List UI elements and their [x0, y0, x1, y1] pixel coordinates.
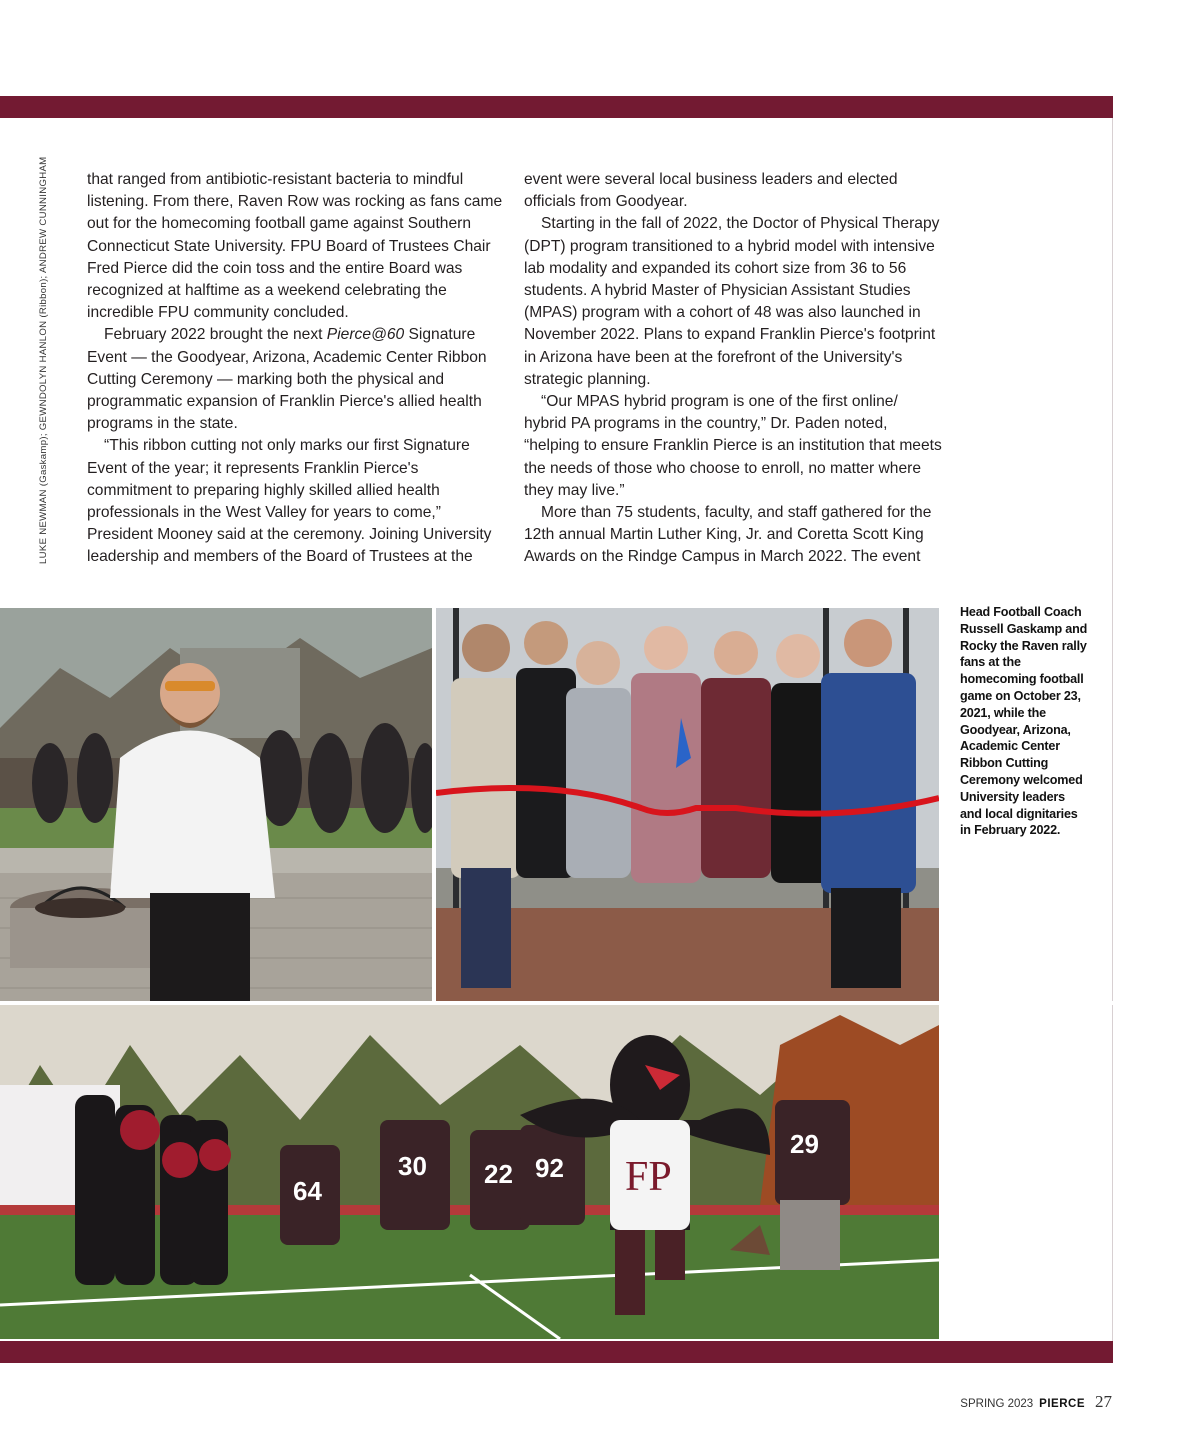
paragraph: “Our MPAS hybrid program is one of the first online/ hybrid PA programs in the country,” Dr. Paden noted, “helping to ensure Franklin Pierce is an institution that meets the needs of those who choose to enroll, no matter where they may live.”	[524, 393, 942, 499]
right-border-rule-lower	[1112, 1005, 1113, 1341]
paragraph: More than 75 students, faculty, and staff gathered for the 12th annual Martin Luther King, Jr. and Coretta Scott King Awards on the Rindge Campus in March 2022. The event	[524, 504, 932, 566]
page-footer	[960, 1392, 1112, 1412]
issue-label: SPRING 2023	[960, 1398, 1034, 1410]
paragraph: event were several local business leaders and elected officials from Goodyear.	[524, 171, 898, 211]
photo-credit: LUKE NEWMAN (Gaskamp); GEWNDOLYN HANLON (Ribbon); ANDREW CUNNINGHAM	[38, 156, 49, 564]
jersey-number: 30	[398, 1151, 427, 1181]
article-column-right	[524, 169, 942, 569]
article-column-left	[87, 169, 505, 569]
photo-caption: Head Football Coach Russell Gaskamp and Rocky the Raven rally fans at the homecoming football game on October 23, 2021, while the Goodyear, Arizona, Academic Center Ribbon Cutting Ceremony welcomed University leaders and local dignitaries in February 2022.	[960, 605, 1088, 838]
mascot-logo: FP	[625, 1154, 672, 1200]
page-number: 27	[1095, 1392, 1112, 1411]
jersey-number: 29	[790, 1129, 819, 1159]
paragraph: February 2022 brought the next Pierce@60 Signature Event — the Goodyear, Arizona, Academic Center Ribbon Cutting Ceremony — marking both the physical and programmatic expansion of Franklin Pierce's allied health programs in the state.	[87, 326, 487, 433]
ribbon-cutting-photo	[436, 608, 939, 1001]
right-border-rule	[1112, 118, 1113, 1001]
jersey-number: 64	[293, 1176, 322, 1206]
top-color-band	[0, 96, 1113, 118]
bottom-color-band	[0, 1341, 1113, 1363]
jersey-number: 22	[484, 1159, 513, 1189]
magazine-name: PIERCE	[1039, 1398, 1085, 1410]
jersey-number: 92	[535, 1153, 564, 1183]
football-team-photo	[0, 1005, 939, 1339]
paragraph: “This ribbon cutting not only marks our first Signature Event of the year; it represents Franklin Pierce's commitment to preparing highly skilled allied health professionals in the West Valley for years to come,” President Mooney said at the ceremony. Joining University leadership and members of the Board of Trustees at the	[87, 437, 492, 566]
paragraph: that ranged from antibiotic-resistant bacteria to mindful listening. From there, Raven Row was rocking as fans came out for the homecoming football game against Southern Connecticut State University. FPU Board of Trustees Chair Fred Pierce did the coin toss and the entire Board was recognized at halftime as a weekend celebrating the incredible FPU community concluded.	[87, 171, 503, 322]
paragraph: Starting in the fall of 2022, the Doctor of Physical Therapy (DPT) program transitioned to a hybrid model with intensive lab modality and expanded its cohort size from 36 to 56 students. A hybrid Master of Physician Assistant Studies (MPAS) program with a cohort of 48 was also launched in November 2022. Plans to expand Franklin Pierce's footprint in Arizona have been at the forefront of the University's strategic planning.	[524, 215, 940, 388]
coach-photo	[0, 608, 432, 1001]
